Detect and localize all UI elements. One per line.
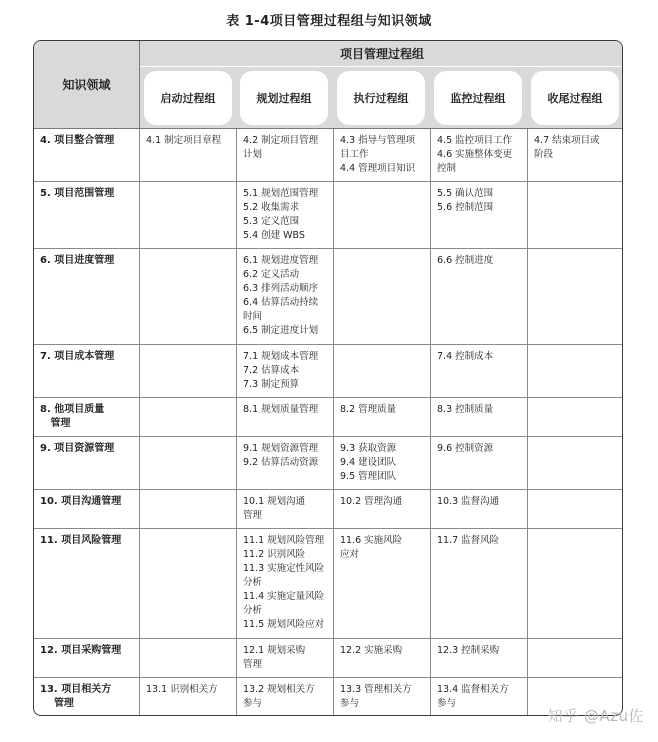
process-cell	[528, 529, 622, 638]
knowledge-area-cell: 7. 项目成本管理	[34, 345, 140, 397]
table-row	[34, 529, 622, 639]
table-row	[34, 678, 622, 716]
group-monitoring: 监控过程组	[434, 71, 522, 125]
process-cell	[334, 182, 431, 248]
knowledge-area-cell: 12. 项目采购管理	[34, 639, 140, 677]
process-cell: 13.1 识别相关方	[140, 678, 237, 716]
process-cell: 4.3 指导与管理项 目工作 4.4 管理项目知识	[334, 129, 431, 181]
process-cell: 6.6 控制进度	[431, 249, 528, 344]
table-row	[34, 345, 622, 398]
watermark: 知乎 @Azu佐	[547, 707, 644, 725]
process-cell: 13.2 规划相关方 参与	[237, 678, 334, 716]
process-groups-band	[140, 67, 623, 129]
process-cell	[528, 398, 622, 436]
knowledge-area-header: 知识领域	[34, 41, 140, 129]
process-cell: 7.4 控制成本	[431, 345, 528, 397]
group-planning: 规划过程组	[240, 71, 328, 125]
process-cell: 11.6 实施风险 应对	[334, 529, 431, 638]
process-cell: 11.1 规划风险管理 11.2 识别风险 11.3 实施定性风险 分析 11.4 实施定量风险 分析 11.5 规划风险应对	[237, 529, 334, 638]
process-cell: 8.3 控制质量	[431, 398, 528, 436]
process-cell	[334, 249, 431, 344]
process-cell	[140, 529, 237, 638]
process-knowledge-table	[33, 40, 623, 716]
process-cell	[528, 490, 622, 528]
process-cell	[528, 249, 622, 344]
process-cell	[528, 639, 622, 677]
knowledge-area-cell: 8. 他项目质量 管理	[34, 398, 140, 436]
process-cell: 9.1 规划资源管理 9.2 估算活动资源	[237, 437, 334, 489]
table-row	[34, 437, 622, 490]
group-closing: 收尾过程组	[531, 71, 619, 125]
process-cell: 9.3 获取资源 9.4 建设团队 9.5 管理团队	[334, 437, 431, 489]
process-cell	[528, 345, 622, 397]
process-cell: 10.2 管理沟通	[334, 490, 431, 528]
knowledge-area-cell: 10. 项目沟通管理	[34, 490, 140, 528]
process-cell: 13.4 监督相关方 参与	[431, 678, 528, 716]
process-cell: 10.3 监督沟通	[431, 490, 528, 528]
process-cell: 10.1 规划沟通 管理	[237, 490, 334, 528]
process-cell: 4.5 监控项目工作 4.6 实施整体变更 控制	[431, 129, 528, 181]
process-cell: 8.2 管理质量	[334, 398, 431, 436]
process-cell	[528, 182, 622, 248]
process-cell: 8.1 规划质量管理	[237, 398, 334, 436]
process-group-header: 项目管理过程组	[140, 41, 623, 67]
process-cell: 6.1 规划进度管理 6.2 定义活动 6.3 排列活动顺序 6.4 估算活动持续 时间 6.5 制定进度计划	[237, 249, 334, 344]
table-row	[34, 490, 622, 529]
process-cell	[528, 437, 622, 489]
table-title: 表 1-4项目管理过程组与知识领域	[226, 14, 432, 29]
process-cell	[140, 639, 237, 677]
process-cell: 5.1 规划范围管理 5.2 收集需求 5.3 定义范围 5.4 创建 WBS	[237, 182, 334, 248]
knowledge-area-cell: 6. 项目进度管理	[34, 249, 140, 344]
table-row	[34, 129, 622, 182]
process-cell: 9.6 控制资源	[431, 437, 528, 489]
group-executing: 执行过程组	[337, 71, 425, 125]
table-row	[34, 249, 622, 345]
process-cell: 12.3 控制采购	[431, 639, 528, 677]
process-cell	[140, 490, 237, 528]
knowledge-area-cell: 4. 项目整合管理	[34, 129, 140, 181]
knowledge-area-cell: 11. 项目风险管理	[34, 529, 140, 638]
knowledge-area-cell: 9. 项目资源管理	[34, 437, 140, 489]
process-cell	[140, 249, 237, 344]
group-initiating: 启动过程组	[144, 71, 232, 125]
process-cell	[140, 437, 237, 489]
process-cell: 12.1 规划采购 管理	[237, 639, 334, 677]
process-cell	[140, 345, 237, 397]
process-cell	[140, 182, 237, 248]
table-row	[34, 182, 622, 249]
process-cell: 4.1 制定项目章程	[140, 129, 237, 181]
process-cell: 11.7 监督风险	[431, 529, 528, 638]
table-row	[34, 398, 622, 437]
process-cell	[140, 398, 237, 436]
process-cell: 7.1 规划成本管理 7.2 估算成本 7.3 制定预算	[237, 345, 334, 397]
process-cell: 5.5 确认范围 5.6 控制范围	[431, 182, 528, 248]
process-cell: 4.2 制定项目管理 计划	[237, 129, 334, 181]
process-cell: 4.7 结束项目或 阶段	[534, 135, 600, 160]
knowledge-area-cell: 13. 项目相关方 管理	[34, 678, 140, 716]
table-row	[34, 639, 622, 678]
knowledge-area-cell: 5. 项目范围管理	[34, 182, 140, 248]
process-cell: 12.2 实施采购	[334, 639, 431, 677]
process-cell	[334, 345, 431, 397]
process-cell: 13.3 管理相关方 参与	[334, 678, 431, 716]
